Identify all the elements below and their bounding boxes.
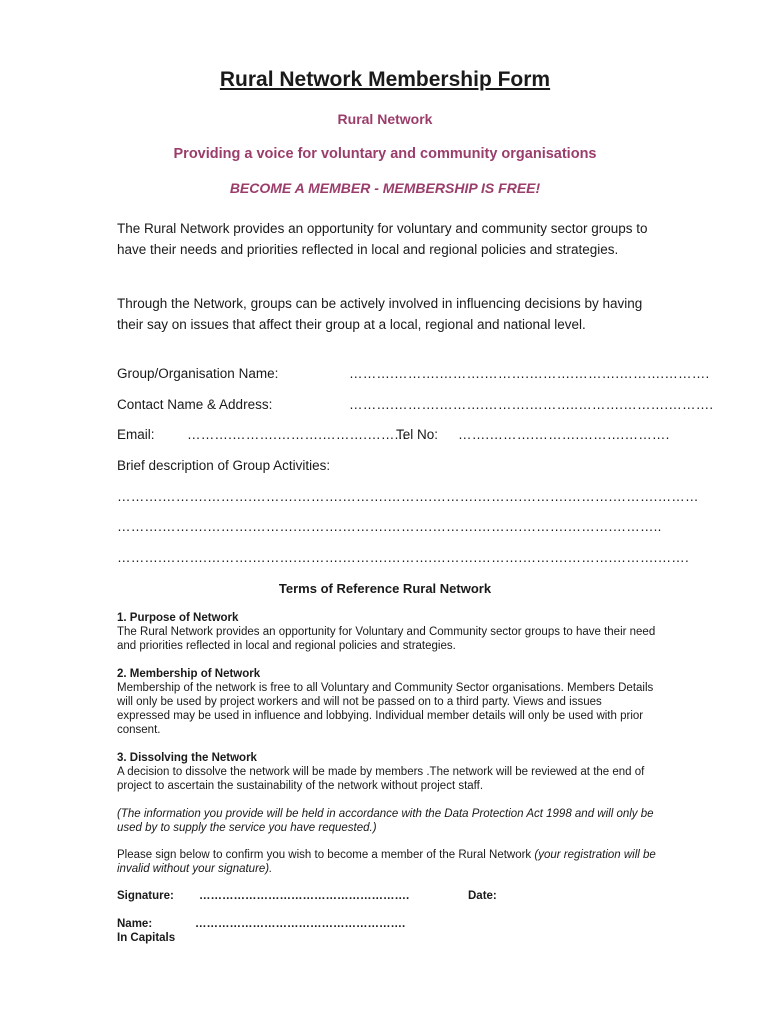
- terms-section-3: [117, 751, 657, 793]
- confirm-paragraph: [117, 848, 657, 876]
- contact-field[interactable]: ……….……….……….……….………..……….……….……….: [349, 397, 714, 412]
- email-label: Email:: [117, 427, 155, 442]
- name-label: Name:: [117, 918, 153, 930]
- intro-paragraph-1: The Rural Network provides an opportunity for voluntary and community sector groups to have their needs and priorities reflected in local and regional policies and strategies.: [117, 221, 648, 257]
- group-name-field[interactable]: ……….……….……….……….……….……….……….……….: [349, 366, 710, 381]
- become-member-banner: BECOME A MEMBER - MEMBERSHIP IS FREE!: [229, 180, 541, 196]
- section-2-text: Membership of the network is free to all Voluntary and Community Sector organisations. Members Details will only be used by project workers and will not be passed on to a third party. Views and issues expressed may be used in influence and lobbying. Individual member details will only be used with prior consent.: [117, 682, 654, 736]
- contact-label: Contact Name & Address:: [117, 397, 273, 412]
- tel-label: Tel No:: [396, 427, 439, 442]
- data-protection-note: (The information you provide will be held in accordance with the Data Protection Act 1998 and will only be used by to supply the service you have requested.): [117, 808, 654, 834]
- activities-line-3[interactable]: ……….……….……….……….……….……….……….……….……….……….……….……….…….: [117, 550, 689, 565]
- activities-line-2[interactable]: ……….……….……….……….……….……….……….……….……….……….……….………..: [117, 519, 662, 534]
- page-title: Rural Network Membership Form: [219, 68, 551, 91]
- in-capitals-label: In Capitals: [117, 932, 176, 944]
- terms-section-2: [117, 667, 657, 737]
- email-field[interactable]: ……….……….……….……….……...: [187, 427, 407, 442]
- section-1-title: 1. Purpose of Network: [117, 612, 239, 624]
- section-1-text: The Rural Network provides an opportunity for Voluntary and Community sector groups to have their need and priorities reflected in local and regional policies and strategies.: [117, 626, 656, 652]
- section-3-title: 3. Dissolving the Network: [117, 752, 257, 764]
- signature-field[interactable]: ……………………………………………….: [199, 890, 410, 902]
- group-name-label: Group/Organisation Name:: [117, 366, 279, 381]
- intro-paragraph-2: Through the Network, groups can be actively involved in influencing decisions by having their say on issues that affect their group at a local, regional and national level.: [117, 296, 643, 332]
- tel-field[interactable]: …….……….……….……….……….: [458, 427, 670, 442]
- terms-heading: Terms of Reference Rural Network: [278, 581, 492, 596]
- activities-line-1[interactable]: ……….……….……….……….……….……….……….……….……….……….……….……….………: [117, 489, 699, 504]
- date-label: Date:: [468, 890, 497, 902]
- org-subtitle: Rural Network: [337, 111, 433, 127]
- section-2-title: 2. Membership of Network: [117, 668, 261, 680]
- signature-label: Signature:: [117, 890, 174, 902]
- section-3-text: A decision to dissolve the network will be made by members .The network will be reviewed at the end of project to ascertain the sustainability of the network without project staff.: [117, 766, 645, 792]
- name-field[interactable]: ……………………………………………….: [195, 918, 406, 930]
- confirm-italic: (your registration will be invalid without your signature).: [117, 849, 656, 875]
- confirm-text: Please sign below to confirm you wish to become a member of the Rural Network: [117, 849, 532, 861]
- terms-section-1: [117, 611, 657, 653]
- tagline: Providing a voice for voluntary and community organisations: [173, 146, 597, 162]
- activities-label: Brief description of Group Activities:: [117, 458, 331, 473]
